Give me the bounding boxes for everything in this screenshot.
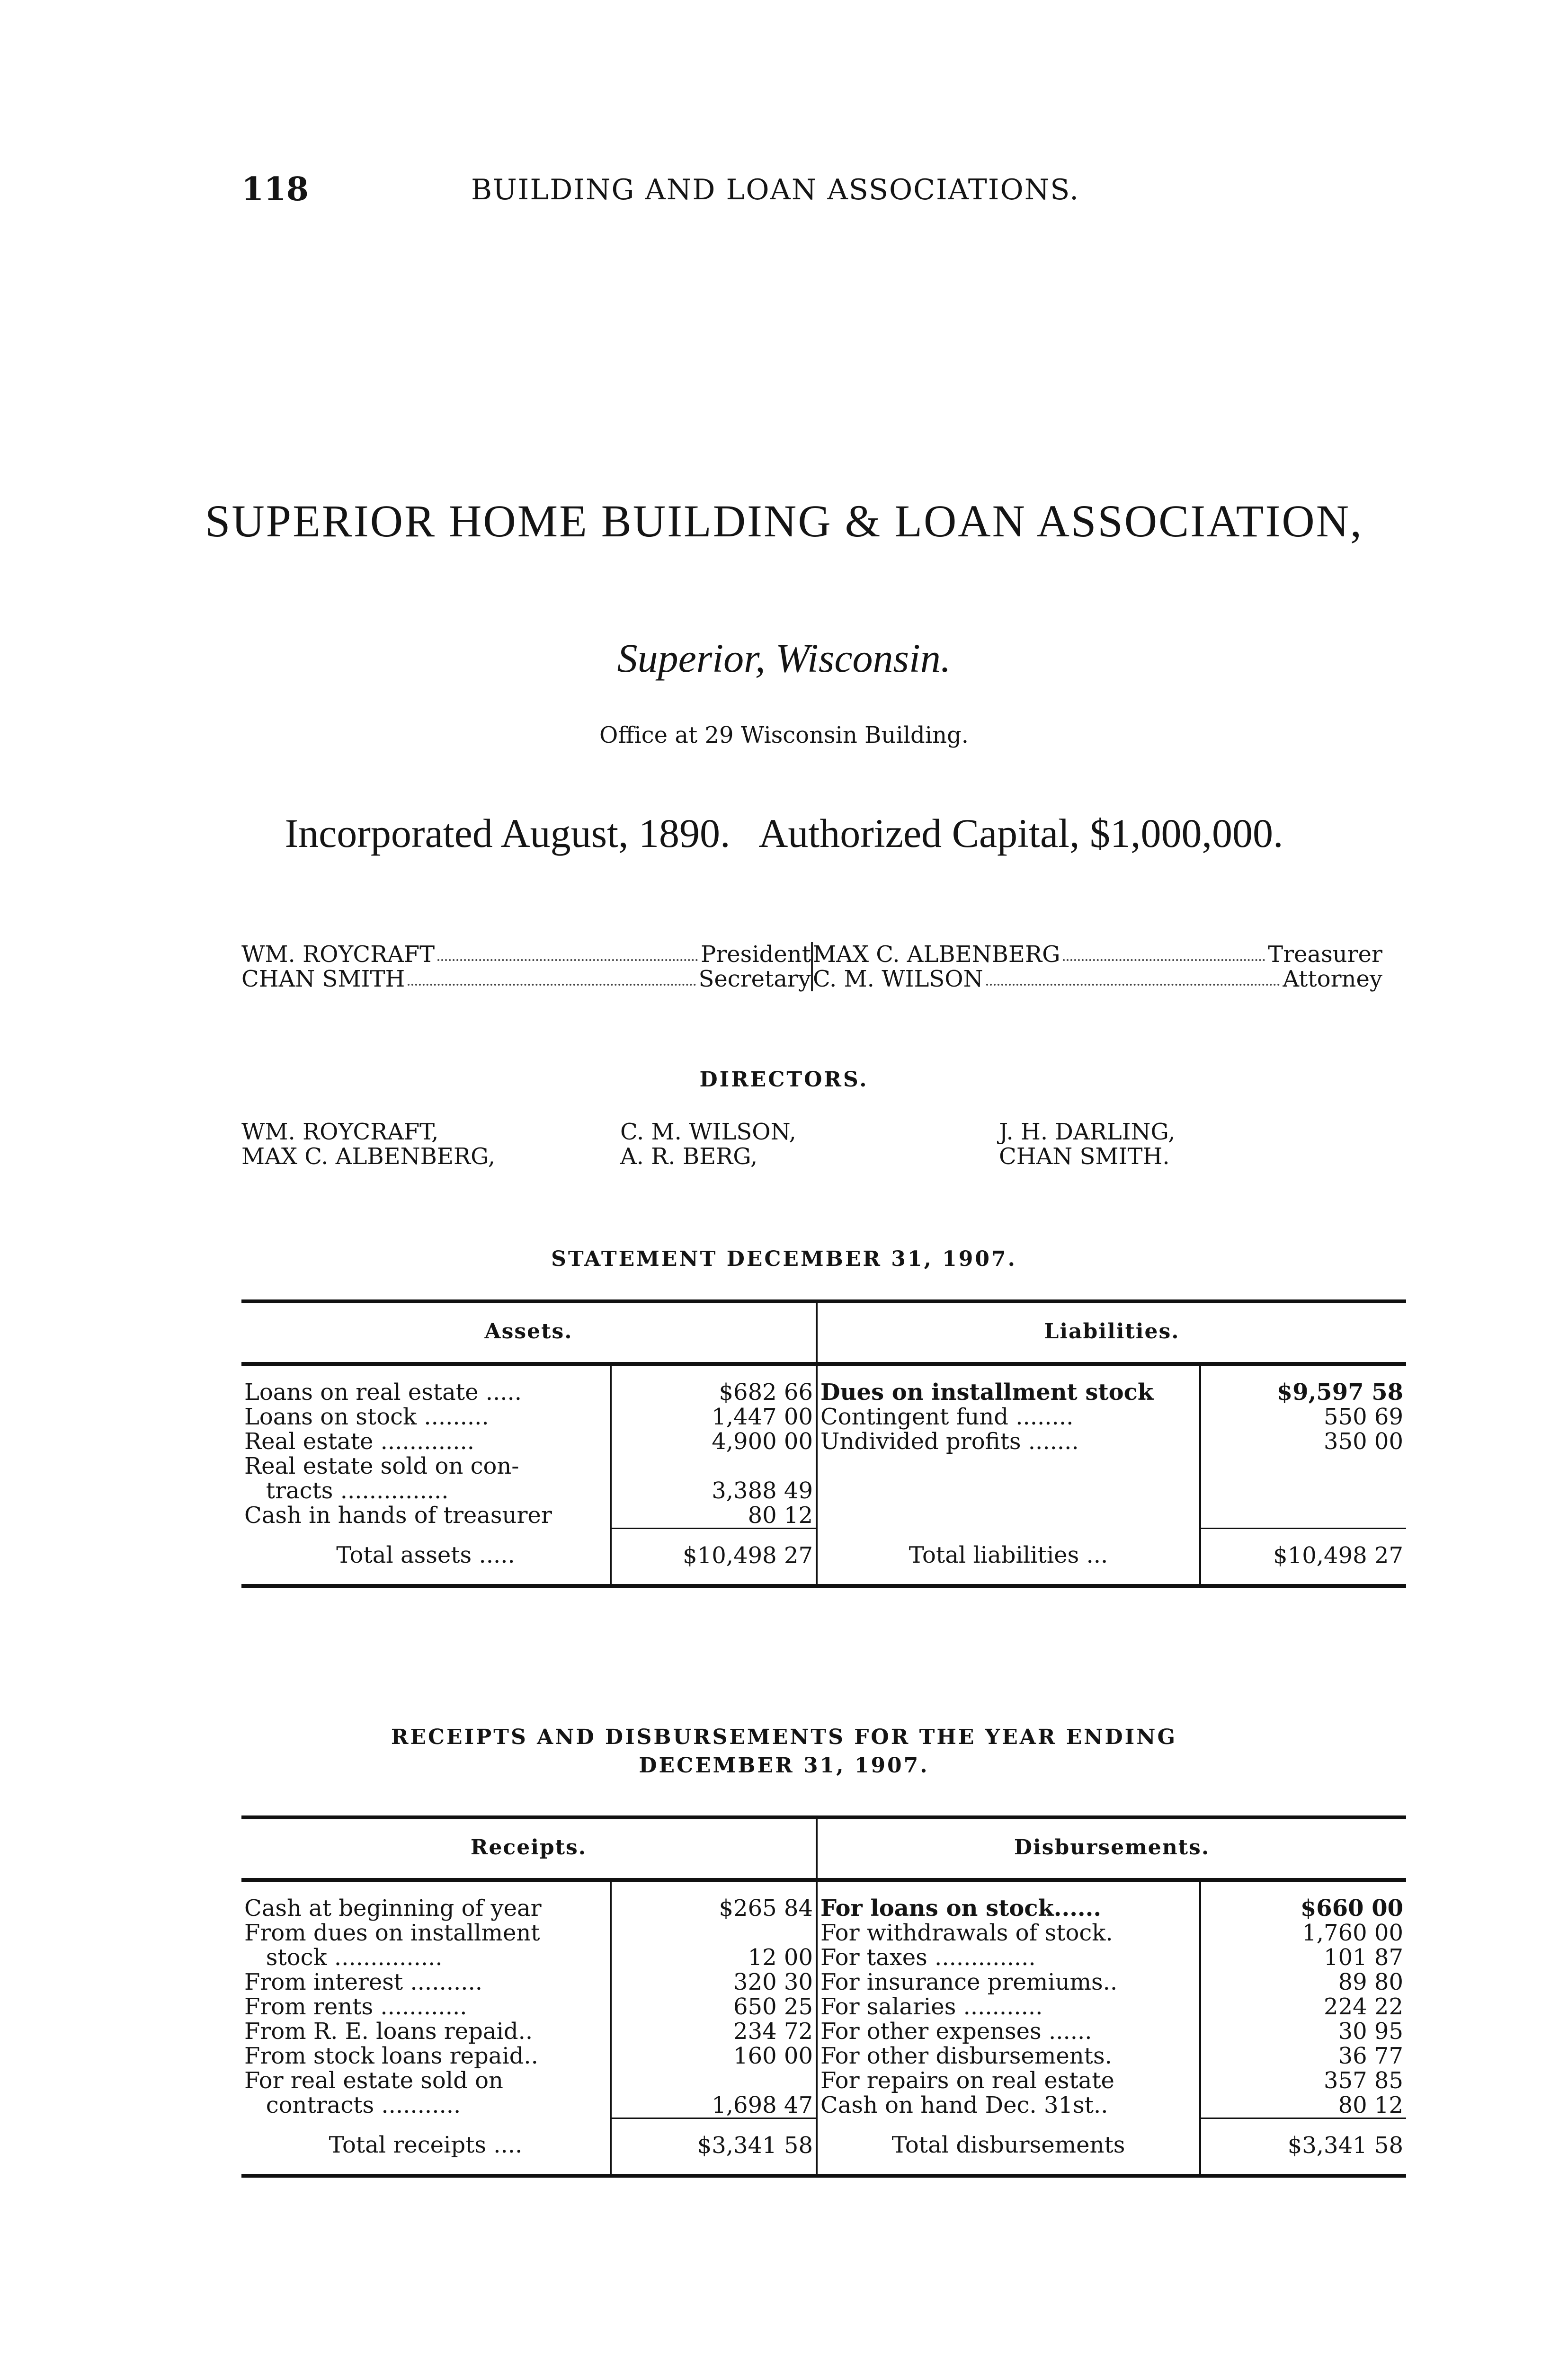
table-row: For real estate sold on For repairs on real estate 357 85 xyxy=(241,2068,1406,2093)
table-row: From stock loans repaid.. 160 00 For other disbursements. 36 77 xyxy=(241,2044,1406,2068)
association-name: SUPERIOR HOME BUILDING & LOAN ASSOCIATION, xyxy=(205,496,1363,546)
table-row: Loans on real estate ..... $682 66 Dues on installment stock $9,597 58 xyxy=(241,1380,1406,1405)
officers-list xyxy=(241,942,1382,991)
total-liabilities-value: $10,498 27 xyxy=(1200,1529,1406,1586)
incorporation-line xyxy=(0,810,1568,857)
receipts-disbursements-table xyxy=(241,1815,1406,2178)
total-row xyxy=(241,1529,1406,1586)
officer-entry: C. M. WILSON Attorney xyxy=(813,966,1382,992)
receipts-heading: RECEIPTS AND DISBURSEMENTS FOR THE YEAR ENDING DECEMBER 31, 1907. xyxy=(391,1725,1177,1778)
statement-table xyxy=(241,1299,1406,1588)
director-name: A. R. BERG, xyxy=(620,1143,758,1170)
table-row: Cash in hands of treasurer 80 12 xyxy=(241,1503,1406,1529)
total-disbursements-label: Total disbursements xyxy=(817,2118,1200,2176)
officer-entry: CHAN SMITH Secretary xyxy=(241,967,813,991)
association-location: Superior, Wisconsin. xyxy=(617,635,951,681)
total-liabilities-label: Total liabilities ... xyxy=(817,1529,1200,1586)
directors-list xyxy=(241,1120,1382,1169)
page-number: 118 xyxy=(241,170,309,208)
directors-heading: DIRECTORS. xyxy=(699,1068,869,1092)
table-row: Real estate ............. 4,900 00 Undivided profits ....... 350 00 xyxy=(241,1429,1406,1454)
liabilities-header: Liabilities. xyxy=(817,1301,1406,1364)
director-name: WM. ROYCRAFT, xyxy=(241,1119,439,1145)
officer-entry: WM. ROYCRAFT President xyxy=(241,942,813,967)
table-row: contracts ........... 1,698 47 Cash on hand Dec. 31st.. 80 12 xyxy=(241,2093,1406,2118)
total-row xyxy=(241,2118,1406,2176)
table-row: From dues on installment For withdrawals of stock. 1,760 00 xyxy=(241,1921,1406,1945)
incorporated-date: Incorporated August, 1890. xyxy=(285,810,731,856)
officer-entry: MAX C. ALBENBERG Treasurer xyxy=(813,941,1382,968)
total-receipts-label: Total receipts .... xyxy=(241,2118,611,2176)
table-row: Real estate sold on con- xyxy=(241,1454,1406,1478)
office-address: Office at 29 Wisconsin Building. xyxy=(599,722,969,748)
total-receipts-value: $3,341 58 xyxy=(611,2118,817,2176)
director-name: C. M. WILSON, xyxy=(620,1119,796,1145)
table-row: stock ............... 12 00 For taxes .............. 101 87 xyxy=(241,1945,1406,1970)
table-row: From R. E. loans repaid.. 234 72 For other expenses ...... 30 95 xyxy=(241,2019,1406,2044)
disbursements-header: Disbursements. xyxy=(817,1817,1406,1880)
receipts-header: Receipts. xyxy=(241,1817,817,1880)
table-row: Cash at beginning of year $265 84 For loans on stock...... $660 00 xyxy=(241,1896,1406,1921)
total-assets-label: Total assets ..... xyxy=(241,1529,611,1586)
running-title: BUILDING AND LOAN ASSOCIATIONS. xyxy=(471,173,1080,206)
total-disbursements-value: $3,341 58 xyxy=(1200,2118,1406,2176)
running-header xyxy=(241,170,1080,208)
assets-header: Assets. xyxy=(241,1301,817,1364)
director-name: MAX C. ALBENBERG, xyxy=(241,1143,495,1170)
statement-heading: STATEMENT DECEMBER 31, 1907. xyxy=(551,1247,1017,1271)
director-name: J. H. DARLING, xyxy=(999,1119,1176,1145)
director-name: CHAN SMITH. xyxy=(999,1143,1170,1170)
total-assets-value: $10,498 27 xyxy=(611,1529,817,1586)
table-row: From interest .......... 320 30 For insurance premiums.. 89 80 xyxy=(241,1970,1406,1994)
authorized-capital: Authorized Capital, $1,000,000. xyxy=(758,810,1283,856)
table-row: tracts ............... 3,388 49 xyxy=(241,1478,1406,1503)
table-row: Loans on stock ......... 1,447 00 Contingent fund ........ 550 69 xyxy=(241,1405,1406,1429)
table-row: From rents ............ 650 25 For salaries ........... 224 22 xyxy=(241,1994,1406,2019)
